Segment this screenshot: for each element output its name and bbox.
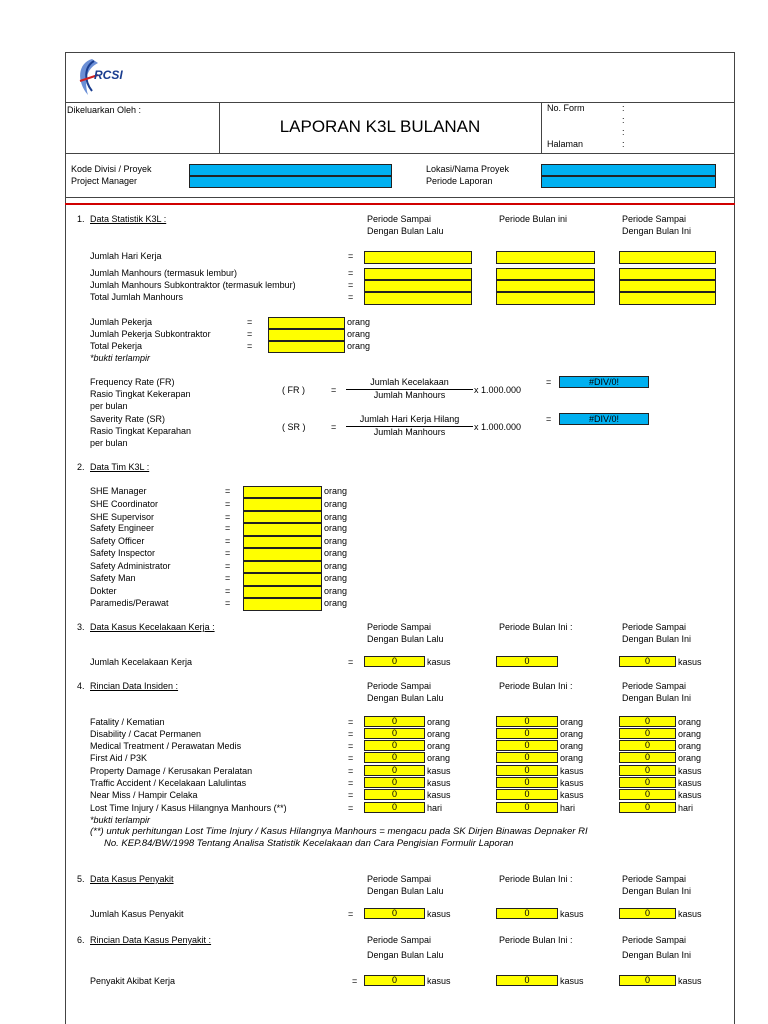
sec1-col-cum-1: Periode Sampai — [622, 214, 687, 224]
unit-orang: orang — [324, 561, 348, 571]
team-count-field[interactable] — [243, 561, 322, 573]
eq: = — [247, 317, 253, 327]
incident-unit: kasus — [678, 766, 702, 776]
lokasi-field[interactable] — [541, 164, 716, 176]
manhours-cum[interactable] — [619, 268, 716, 280]
incident-prev[interactable]: 0 — [364, 740, 425, 751]
incident-cum[interactable]: 0 — [619, 716, 676, 727]
sec6-col-prev-1: Periode Sampai — [367, 935, 432, 945]
incident-cum[interactable]: 0 — [619, 789, 676, 800]
unit-orang: orang — [347, 317, 371, 327]
issued-by-label: Dikeluarkan Oleh : — [67, 105, 142, 115]
incident-label: Near Miss / Hampir Celaka — [90, 790, 198, 800]
kode-divisi-field[interactable] — [189, 164, 392, 176]
sec3-num: 3. — [77, 622, 85, 632]
incident-cum[interactable]: 0 — [619, 752, 676, 763]
incident-unit: orang — [560, 729, 584, 739]
colon-3: : — [622, 127, 625, 137]
fr-label-2: Rasio Tingkat Kekerapan — [90, 389, 191, 399]
team-role-label: Dokter — [90, 586, 117, 596]
incident-label: Medical Treatment / Perawatan Medis — [90, 741, 242, 751]
incident-cum[interactable]: 0 — [619, 765, 676, 776]
incident-label: Property Damage / Kerusakan Peralatan — [90, 766, 253, 776]
manhours-sub-cum[interactable] — [619, 280, 716, 292]
project-manager-field[interactable] — [189, 176, 392, 188]
sr-label-3: per bulan — [90, 438, 128, 448]
fr-denominator: Jumlah Manhours — [373, 390, 446, 400]
incident-cum[interactable]: 0 — [619, 740, 676, 751]
pekerja-total-field[interactable] — [268, 341, 345, 353]
eq: = — [225, 598, 231, 608]
eq: = — [348, 790, 354, 800]
eq: = — [247, 341, 253, 351]
sec6-col-cum-2: Dengan Bulan Ini — [622, 950, 692, 960]
sec5-col-cum-2: Dengan Bulan Ini — [622, 886, 692, 896]
incident-unit: orang — [560, 717, 584, 727]
sec1-col-cum-2: Dengan Bulan Ini — [622, 226, 692, 236]
unit-kasus: kasus — [427, 657, 451, 667]
eq: = — [348, 657, 354, 667]
sec1-row-label: Jumlah Manhours (termasuk lembur) — [90, 268, 238, 278]
team-count-field[interactable] — [243, 598, 322, 611]
team-count-field[interactable] — [243, 523, 322, 536]
sec5-col-cur: Periode Bulan Ini : — [499, 874, 573, 884]
pak-cum[interactable]: 0 — [619, 975, 676, 986]
sec4-col-prev-1: Periode Sampai — [367, 681, 432, 691]
team-role-label: SHE Manager — [90, 486, 147, 496]
halaman-colon: : — [622, 139, 625, 149]
sec6-row-label: Penyakit Akibat Kerja — [90, 976, 176, 986]
eq: = — [247, 329, 253, 339]
pak-cur[interactable]: 0 — [496, 975, 558, 986]
team-count-field[interactable] — [243, 511, 322, 523]
eq: = — [348, 268, 354, 278]
manhours-sub-prev[interactable] — [364, 280, 472, 292]
incident-cum[interactable]: 0 — [619, 777, 676, 788]
sec5-row-label: Jumlah Kasus Penyakit — [90, 909, 184, 919]
unit-kasus: kasus — [678, 976, 702, 986]
page-title: LAPORAN K3L BULANAN — [279, 117, 481, 136]
kode-divisi-label: Kode Divisi / Proyek — [71, 164, 152, 174]
unit-orang: orang — [324, 548, 348, 558]
periode-label: Periode Laporan — [426, 176, 493, 186]
incident-unit: orang — [427, 753, 451, 763]
incident-prev[interactable]: 0 — [364, 765, 425, 776]
team-role-label: Safety Man — [90, 573, 136, 583]
team-role-label: Safety Administrator — [90, 561, 171, 571]
incident-cum[interactable]: 0 — [619, 802, 676, 813]
sec5-col-prev-2: Dengan Bulan Lalu — [367, 886, 444, 896]
sec2-num: 2. — [77, 462, 85, 472]
manhours-total-prev[interactable] — [364, 292, 472, 305]
unit-orang: orang — [324, 512, 348, 522]
bukti-note: *bukti terlampir — [90, 353, 151, 363]
team-count-field[interactable] — [243, 586, 322, 598]
project-manager-label: Project Manager — [71, 176, 138, 186]
sec3-col-prev-1: Periode Sampai — [367, 622, 432, 632]
eq: = — [352, 976, 358, 986]
sec3-title: Data Kasus Kecelakaan Kerja : — [90, 622, 215, 632]
incident-unit: kasus — [678, 778, 702, 788]
team-count-field[interactable] — [243, 548, 322, 561]
unit-orang: orang — [324, 523, 348, 533]
sec1-row-label: Jumlah Hari Kerja — [90, 251, 162, 261]
team-role-label: Safety Engineer — [90, 523, 155, 533]
sec3-col-cur: Periode Bulan Ini : — [499, 622, 573, 632]
team-count-field[interactable] — [243, 536, 322, 548]
fr-result: #DIV/0! — [559, 376, 649, 388]
bukti-note: *bukti terlampir — [90, 815, 151, 825]
eq: = — [348, 766, 354, 776]
team-count-field[interactable] — [243, 498, 322, 511]
title-right-divider — [541, 102, 542, 153]
manhours-cur[interactable] — [496, 268, 595, 280]
sec4-title: Rincian Data Insiden : — [90, 681, 179, 691]
team-count-field[interactable] — [243, 573, 322, 586]
team-count-field[interactable] — [243, 486, 322, 498]
lti-note-1: (**) untuk perhitungan Lost Time Injury / Kasus Hilangnya Manhours = mengacu pada SK Dirjen Binawas Depnaker RI — [90, 826, 588, 837]
eq: = — [348, 909, 354, 919]
eq: = — [348, 741, 354, 751]
incident-unit: hari — [678, 803, 694, 813]
header-divider — [65, 102, 735, 103]
sec4-col-cum-1: Periode Sampai — [622, 681, 687, 691]
lokasi-label: Lokasi/Nama Proyek — [426, 164, 510, 174]
eq: = — [225, 486, 231, 496]
unit-kasus: kasus — [427, 976, 451, 986]
lti-note-2: No. KEP.84/BW/1998 Tentang Analisa Statistik Kecelakaan dan Cara Pengisian Formulir Laporan — [104, 838, 514, 849]
eq: = — [348, 729, 354, 739]
sr-label-2: Rasio Tingkat Keparahan — [90, 426, 192, 436]
sec3-row-label: Jumlah Kecelakaan Kerja — [90, 657, 193, 667]
incident-label: First Aid / P3K — [90, 753, 148, 763]
eq: = — [225, 561, 231, 571]
eq: = — [225, 512, 231, 522]
incident-cur[interactable]: 0 — [496, 728, 558, 739]
unit-orang: orang — [347, 341, 371, 351]
sec3-col-cum-1: Periode Sampai — [622, 622, 687, 632]
halaman-label: Halaman — [547, 139, 584, 149]
team-role-label: Safety Inspector — [90, 548, 156, 558]
fr-multiplier: x 1.000.000 — [474, 385, 522, 395]
colon-2: : — [622, 115, 625, 125]
fr-label-3: per bulan — [90, 401, 128, 411]
team-role-label: SHE Coordinator — [90, 499, 159, 509]
eq: = — [348, 280, 354, 290]
incident-cur[interactable]: 0 — [496, 765, 558, 776]
pekerja-label: Jumlah Pekerja Subkontraktor — [90, 329, 211, 339]
incident-unit: kasus — [560, 790, 584, 800]
incident-unit: orang — [678, 717, 702, 727]
incident-cur[interactable]: 0 — [496, 789, 558, 800]
incident-unit: orang — [427, 729, 451, 739]
incident-unit: orang — [427, 741, 451, 751]
sec1-row-label: Jumlah Manhours Subkontraktor (termasuk lembur) — [90, 280, 296, 290]
unit-kasus: kasus — [678, 657, 702, 667]
title-divider — [65, 153, 735, 154]
incident-unit: orang — [678, 741, 702, 751]
incident-unit: kasus — [427, 778, 451, 788]
incident-unit: hari — [427, 803, 443, 813]
sec3-col-prev-2: Dengan Bulan Lalu — [367, 634, 444, 644]
manhours-prev[interactable] — [364, 268, 472, 280]
unit-orang: orang — [324, 586, 348, 596]
incident-unit: hari — [560, 803, 576, 813]
sr-numerator: Jumlah Hari Kerja Hilang — [359, 414, 460, 424]
sec1-col-prev-2: Dengan Bulan Lalu — [367, 226, 444, 236]
rcsi-logo — [72, 55, 142, 99]
periode-field[interactable] — [541, 176, 716, 188]
incident-unit: kasus — [678, 790, 702, 800]
eq: = — [225, 573, 231, 583]
manhours-total-cum[interactable] — [619, 292, 716, 305]
unit-orang: orang — [324, 499, 348, 509]
unit-kasus: kasus — [427, 909, 451, 919]
incident-label: Disability / Cacat Permanen — [90, 729, 202, 739]
eq: = — [331, 422, 337, 432]
sec1-row-label: Total Jumlah Manhours — [90, 292, 184, 302]
sec4-num: 4. — [77, 681, 85, 691]
sec6-title: Rincian Data Kasus Penyakit : — [90, 935, 212, 945]
incident-unit: kasus — [427, 766, 451, 776]
sec2-title: Data Tim K3L : — [90, 462, 150, 472]
sec1-col-prev-1: Periode Sampai — [367, 214, 432, 224]
sr-multiplier: x 1.000.000 — [474, 422, 522, 432]
incident-unit: orang — [427, 717, 451, 727]
incident-cur[interactable]: 0 — [496, 802, 558, 813]
sec4-col-cum-2: Dengan Bulan Ini — [622, 693, 692, 703]
sec1-col-cur: Periode Bulan ini — [499, 214, 568, 224]
kecelakaan-cur[interactable]: 0 — [496, 656, 558, 667]
unit-orang: orang — [324, 486, 348, 496]
sec4-col-prev-2: Dengan Bulan Lalu — [367, 693, 444, 703]
unit-kasus: kasus — [560, 976, 584, 986]
incident-cur[interactable]: 0 — [496, 777, 558, 788]
eq: = — [348, 778, 354, 788]
sec5-num: 5. — [77, 874, 85, 884]
logo-text: RCSI — [94, 68, 123, 82]
sec6-col-prev-2: Dengan Bulan Lalu — [367, 950, 444, 960]
project-divider — [65, 197, 735, 198]
incident-prev[interactable]: 0 — [364, 777, 425, 788]
pak-prev[interactable]: 0 — [364, 975, 425, 986]
unit-orang: orang — [347, 329, 371, 339]
incident-unit: kasus — [560, 778, 584, 788]
hari-kerja-cur[interactable] — [496, 251, 595, 264]
incident-unit: orang — [560, 741, 584, 751]
eq: = — [348, 251, 354, 261]
sec1-title: Data Statistik K3L : — [90, 214, 167, 224]
sr-result: #DIV/0! — [559, 413, 649, 425]
sec1-num: 1. — [77, 214, 85, 224]
hari-kerja-prev[interactable] — [364, 251, 472, 264]
penyakit-cur[interactable]: 0 — [496, 908, 558, 919]
pekerja-label: Total Pekerja — [90, 341, 143, 351]
sec6-num: 6. — [77, 935, 85, 945]
eq: = — [348, 753, 354, 763]
eq: = — [546, 377, 552, 387]
page-border-top — [65, 52, 735, 53]
sr-abbr: ( SR ) — [282, 422, 306, 432]
incident-prev[interactable]: 0 — [364, 789, 425, 800]
fr-abbr: ( FR ) — [282, 385, 305, 395]
sec6-col-cur: Periode Bulan Ini : — [499, 935, 573, 945]
eq: = — [225, 586, 231, 596]
incident-unit: orang — [678, 729, 702, 739]
team-role-label: SHE Supervisor — [90, 512, 155, 522]
eq: = — [225, 536, 231, 546]
eq: = — [348, 292, 354, 302]
eq: = — [225, 499, 231, 509]
unit-orang: orang — [324, 598, 348, 608]
unit-orang: orang — [324, 536, 348, 546]
incident-prev[interactable]: 0 — [364, 802, 425, 813]
sec5-title: Data Kasus Penyakit — [90, 874, 174, 884]
incident-label: Traffic Accident / Kecelakaan Lalulintas — [90, 778, 247, 788]
unit-kasus: kasus — [678, 909, 702, 919]
incident-prev[interactable]: 0 — [364, 728, 425, 739]
hari-kerja-cum[interactable] — [619, 251, 716, 264]
unit-kasus: kasus — [560, 909, 584, 919]
fr-label-1: Frequency Rate (FR) — [90, 377, 175, 387]
kecelakaan-cum[interactable]: 0 — [619, 656, 676, 667]
incident-unit: orang — [560, 753, 584, 763]
eq: = — [331, 385, 337, 395]
unit-orang: orang — [324, 573, 348, 583]
incident-label: Fatality / Kematian — [90, 717, 165, 727]
pekerja-sub-field[interactable] — [268, 329, 345, 341]
incident-unit: kasus — [560, 766, 584, 776]
pekerja-field[interactable] — [268, 317, 345, 329]
incident-prev[interactable]: 0 — [364, 716, 425, 727]
incident-prev[interactable]: 0 — [364, 752, 425, 763]
sr-label-1: Saverity Rate (SR) — [90, 414, 166, 424]
incident-cum[interactable]: 0 — [619, 728, 676, 739]
no-form-colon: : — [622, 103, 625, 113]
team-role-label: Safety Officer — [90, 536, 145, 546]
eq: = — [225, 523, 231, 533]
eq: = — [348, 717, 354, 727]
manhours-sub-cur[interactable] — [496, 280, 595, 292]
team-role-label: Paramedis/Perawat — [90, 598, 169, 608]
incident-cur[interactable]: 0 — [496, 752, 558, 763]
sec3-col-cum-2: Dengan Bulan Ini — [622, 634, 692, 644]
sec4-col-cur: Periode Bulan Ini : — [499, 681, 573, 691]
incident-unit: kasus — [427, 790, 451, 800]
penyakit-prev[interactable]: 0 — [364, 908, 425, 919]
penyakit-cum[interactable]: 0 — [619, 908, 676, 919]
eq: = — [546, 414, 552, 424]
manhours-total-cur[interactable] — [496, 292, 595, 305]
sec5-col-prev-1: Periode Sampai — [367, 874, 432, 884]
incident-unit: orang — [678, 753, 702, 763]
eq: = — [348, 803, 354, 813]
kecelakaan-prev[interactable]: 0 — [364, 656, 425, 667]
sr-denominator: Jumlah Manhours — [373, 427, 446, 437]
sec5-col-cum-1: Periode Sampai — [622, 874, 687, 884]
no-form-label: No. Form — [547, 103, 585, 113]
incident-label: Lost Time Injury / Kasus Hilangnya Manhours (**) — [90, 803, 287, 813]
red-rule — [65, 203, 735, 205]
incident-cur[interactable]: 0 — [496, 716, 558, 727]
pekerja-label: Jumlah Pekerja — [90, 317, 153, 327]
eq: = — [225, 548, 231, 558]
sec6-col-cum-1: Periode Sampai — [622, 935, 687, 945]
incident-cur[interactable]: 0 — [496, 740, 558, 751]
fr-numerator: Jumlah Kecelakaan — [370, 377, 449, 387]
